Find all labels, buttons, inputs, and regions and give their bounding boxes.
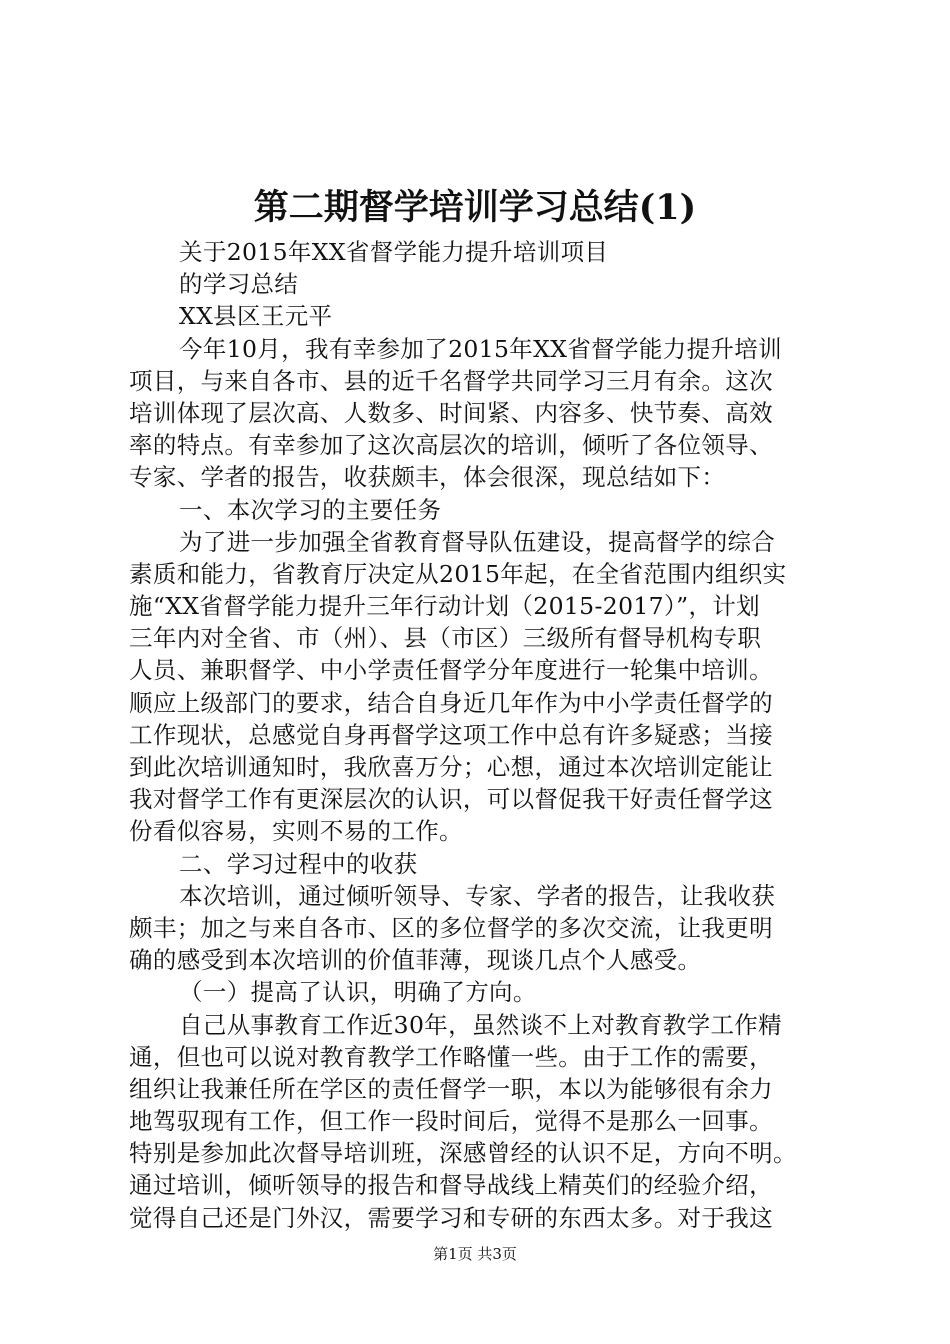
body-line: 为了进一步加强全省教育督导队伍建设，提高督学的综合	[179, 527, 776, 556]
body-line: 项目，与来自各市、县的近千名督学共同学习三月有余。这次	[129, 366, 773, 395]
body-line: 关于2015年XX省督学能力提升培训项目	[179, 238, 609, 266]
body-line: 率的特点。有幸参加了这次高层次的培训，倾听了各位领导、	[129, 431, 773, 460]
body-line: 一、本次学习的主要任务	[179, 495, 442, 524]
body-line: 培训体现了层次高、人数多、时间紧、内容多、快节奏、高效	[129, 398, 773, 427]
body-line: 的学习总结	[179, 270, 299, 299]
body-line: 二、学习过程中的收获	[179, 849, 418, 878]
body-line: 专家、学者的报告，收获颇丰，体会很深，现总结如下：	[129, 463, 726, 492]
body-line: 确的感受到本次培训的价值菲薄，现谈几点个人感受。	[129, 946, 702, 975]
body-line: 到此次培训通知时，我欣喜万分；心想，通过本次培训定能让	[129, 753, 773, 781]
body-line: 素质和能力，省教育厅决定从2015年起，在全省范围内组织实	[129, 559, 787, 588]
body-line: 特别是参加此次督导培训班，深感曾经的认识不足，方向不明。	[129, 1139, 797, 1168]
body-line: 颇丰；加之与来自各市、区的多位督学的多次交流，让我更明	[129, 913, 773, 942]
body-line: （一）提高了认识，明确了方向。	[179, 978, 537, 1007]
body-line: 三年内对全省、市（州）、县（市区）三级所有督导机构专职	[129, 624, 762, 653]
body-line: 人员、兼职督学、中小学责任督学分年度进行一轮集中培训。	[129, 656, 773, 685]
document-title: 第二期督学培训学习总结(1)	[253, 187, 697, 228]
body-line: 组织让我兼任所在学区的责任督学一职，本以为能够很有余力	[129, 1074, 773, 1103]
body-line: 地驾驭现有工作，但工作一段时间后，觉得不是那么一回事。	[129, 1107, 773, 1136]
body-line: 通过培训，倾听领导的报告和督导战线上精英们的经验介绍，	[129, 1171, 773, 1200]
body-line: 施“XX省督学能力提升三年行动计划（2015-2017）”，计划	[129, 592, 760, 621]
body-line: 本次培训，通过倾听领导、专家、学者的报告，让我收获	[179, 881, 776, 910]
body-line: 觉得自己还是门外汉，需要学习和专研的东西太多。对于我这	[129, 1203, 773, 1232]
body-line: 份看似容易，实则不易的工作。	[129, 817, 463, 846]
page-number-footer: 第1页 共3页	[433, 1245, 517, 1263]
body-line: XX县区王元平	[179, 302, 333, 331]
body-line: 我对督学工作有更深层次的认识，可以督促我干好责任督学这	[129, 785, 773, 814]
body-line: 今年10月，我有幸参加了2015年XX省督学能力提升培训	[179, 334, 782, 363]
body-line: 自己从事教育工作近30年，虽然谈不上对教育教学工作精	[179, 1010, 783, 1039]
body-line: 顺应上级部门的要求，结合自身近几年作为中小学责任督学的	[129, 688, 773, 717]
body-line: 工作现状，总感觉自身再督学这项工作中总有许多疑惑；当接	[129, 720, 773, 749]
document-body	[129, 236, 831, 1234]
body-line: 通，但也可以说对教育教学工作略懂一些。由于工作的需要，	[129, 1042, 773, 1071]
